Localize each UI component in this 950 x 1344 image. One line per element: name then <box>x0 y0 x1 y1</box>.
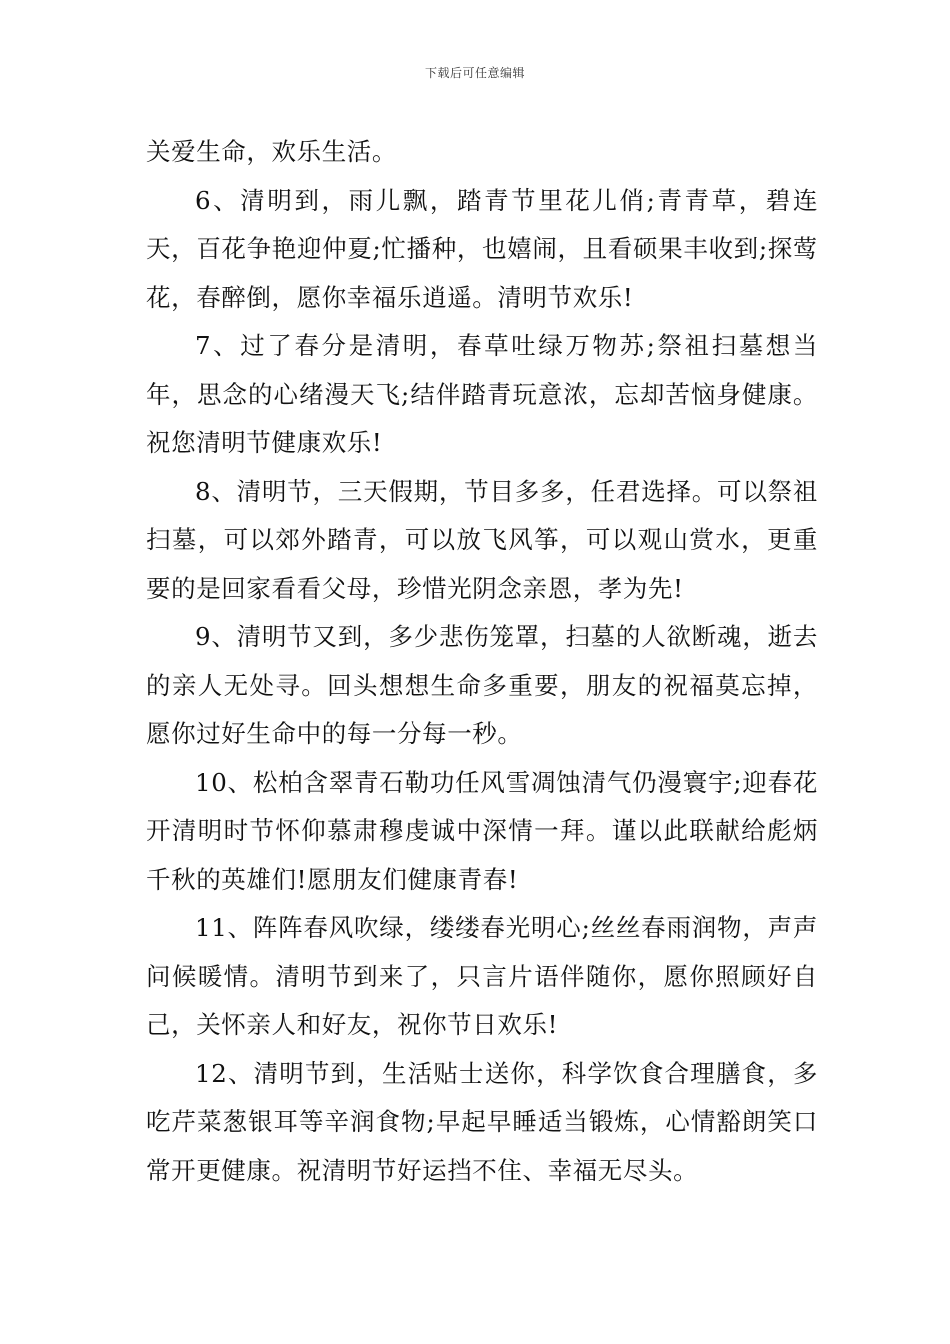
page-header: 下载后可任意编辑 <box>424 66 525 80</box>
paragraph-item-8: 8、清明节，三天假期，节目多多，任君选择。可以祭祖扫墓，可以郊外踏青，可以放飞风筝，可以观山赏水，更重要的是回家看看父母，珍惜光阴念亲恩，孝为先! <box>146 476 818 603</box>
document-body <box>146 128 818 1195</box>
paragraph-item-9: 9、清明节又到，多少悲伤笼罩，扫墓的人欲断魂，逝去的亲人无处寻。回头想想生命多重要，朋友的祝福莫忘掉，愿你过好生命中的每一分每一秒。 <box>146 622 818 748</box>
paragraph-item-7: 7、过了春分是清明，春草吐绿万物苏;祭祖扫墓想当年，思念的心绪漫天飞;结伴踏青玩意浓，忘却苦恼身健康。祝您清明节健康欢乐! <box>146 331 818 457</box>
paragraph-item-10: 10、松柏含翠青石勒功任风雪凋蚀清气仍漫寰宇;迎春花开清明时节怀仰慕肃穆虔诚中深情一拜。谨以此联献给彪炳千秋的英雄们!愿朋友们健康青春! <box>146 767 818 894</box>
paragraph-continuation: 关爱生命，欢乐生活。 <box>146 137 397 166</box>
paragraph-item-12: 12、清明节到，生活贴士送你，科学饮食合理膳食，多吃芹菜葱银耳等辛润食物;早起早睡适当锻炼，心情豁朗笑口常开更健康。祝清明节好运挡不住、幸福无尽头。 <box>146 1058 818 1185</box>
paragraph-item-11: 11、阵阵春风吹绿，缕缕春光明心;丝丝春雨润物，声声问候暖情。清明节到来了，只言片语伴随你，愿你照顾好自己，关怀亲人和好友，祝你节日欢乐! <box>146 913 818 1039</box>
paragraph-item-6: 6、清明到，雨儿飘，踏青节里花儿俏;青青草，碧连天，百花争艳迎仲夏;忙播种，也嬉闹，且看硕果丰收到;探莺花，春醉倒，愿你幸福乐逍遥。清明节欢乐! <box>146 185 818 312</box>
